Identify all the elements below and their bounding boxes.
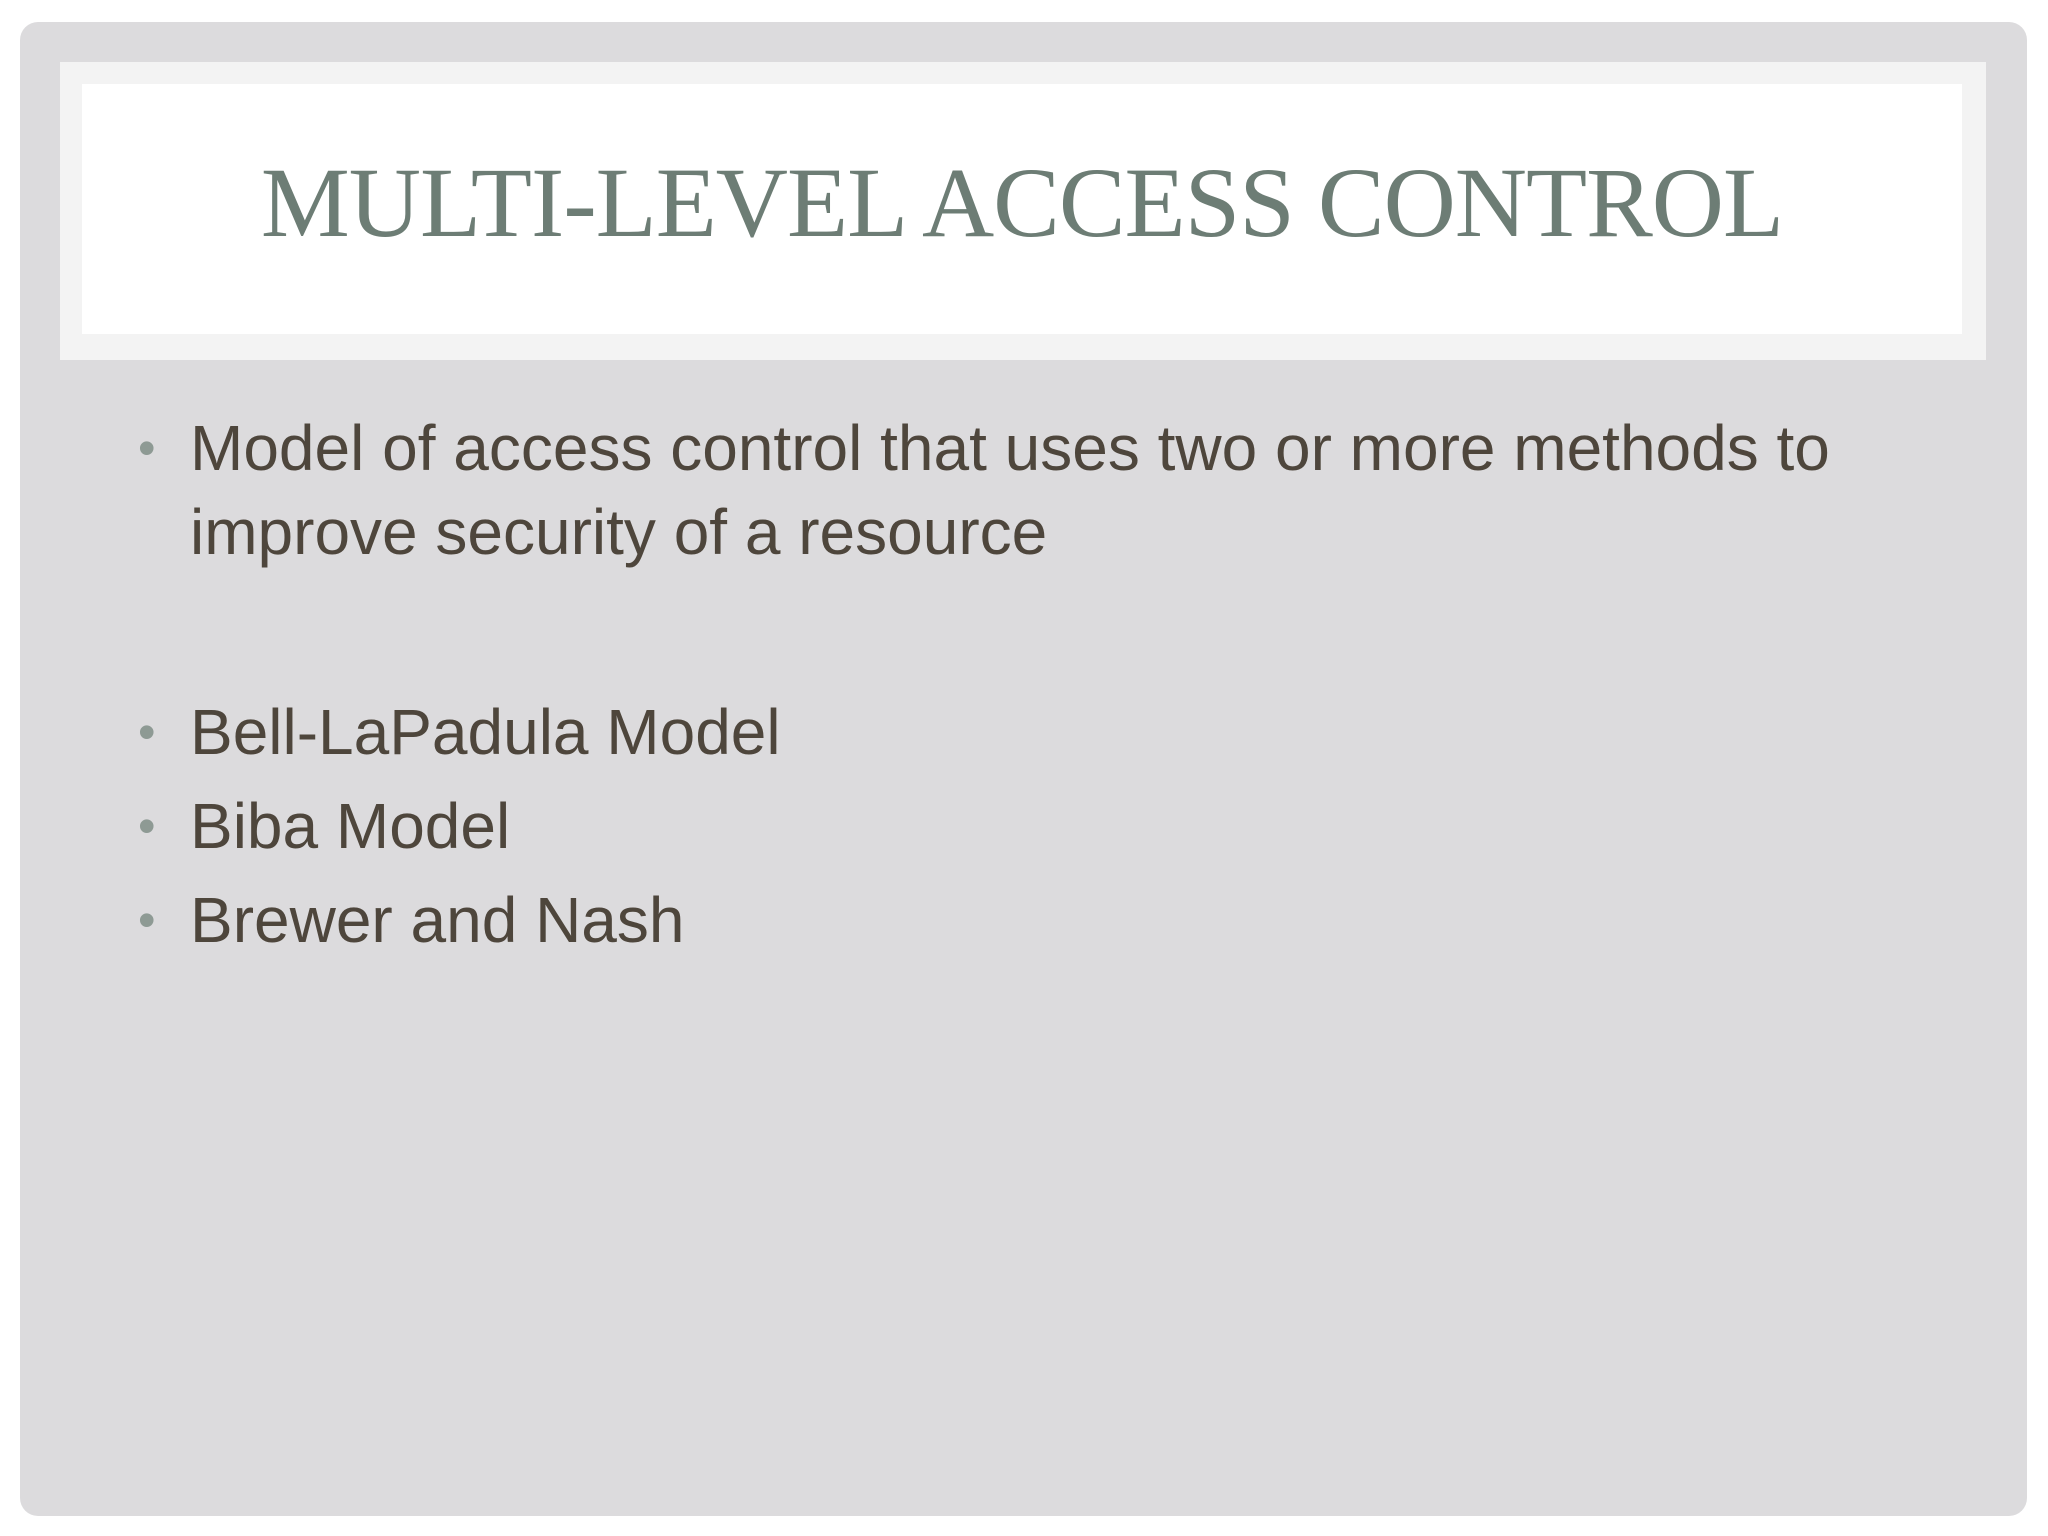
bullet-item [138, 784, 1938, 868]
bullet-item [138, 878, 1938, 962]
title-band [60, 62, 1986, 360]
bullet-item [138, 406, 1938, 574]
bullet-dot-icon: • [138, 420, 156, 476]
bullet-item [138, 690, 1938, 774]
bullet-text: Brewer and Nash [190, 884, 685, 956]
bullet-text: Bell-LaPadula Model [190, 696, 781, 768]
slide [20, 22, 2027, 1516]
bullet-dot-icon: • [138, 704, 156, 760]
bullet-text: Biba Model [190, 790, 511, 862]
bullet-list [138, 406, 1938, 972]
title-box [82, 84, 1962, 334]
bullet-dot-icon: • [138, 798, 156, 854]
bullet-text: Model of access control that uses two or more methods to improve security of a resource [190, 412, 1830, 568]
slide-title: MULTI-LEVEL ACCESS CONTROL [260, 147, 1784, 258]
bullet-dot-icon: • [138, 892, 156, 948]
